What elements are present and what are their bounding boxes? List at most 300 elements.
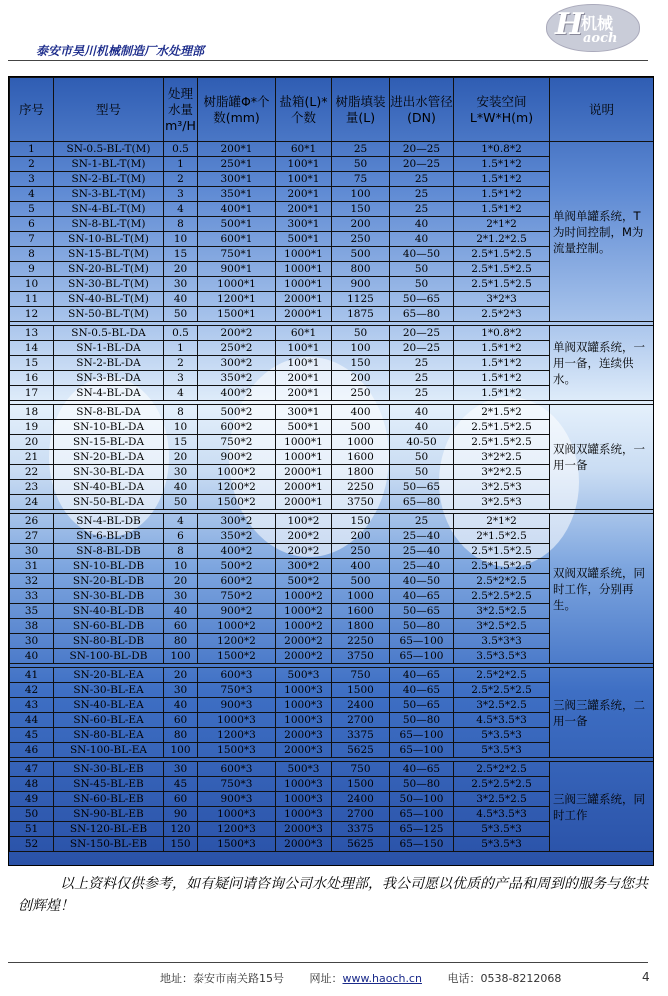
table-cell: 1000*3 [276, 698, 332, 713]
table-cell: 49 [10, 792, 54, 807]
table-cell: 1 [164, 157, 198, 172]
table-cell: 8 [164, 217, 198, 232]
table-cell: SN-100-BL-EA [54, 743, 164, 758]
website-label: 网址： [309, 972, 343, 985]
table-cell: 5*3.5*3 [454, 822, 550, 837]
table-cell: 900*2 [198, 604, 276, 619]
table-cell: 20—25 [390, 142, 454, 157]
table-cell: 1*0.8*2 [454, 142, 550, 157]
table-cell: 1200*3 [198, 728, 276, 743]
table-row [10, 514, 654, 529]
table-cell: SN-10-BL-DA [54, 420, 164, 435]
logo-english: aoch [583, 31, 618, 46]
table-cell: 40 [390, 420, 454, 435]
table-cell: 2*1.5*2 [454, 405, 550, 420]
column-header: 说明 [550, 78, 654, 142]
footer-divider [8, 962, 648, 963]
table-cell: 3*2*2.5 [454, 450, 550, 465]
column-header: 型号 [54, 78, 164, 142]
table-cell: 2.5*1.5*2.5 [454, 247, 550, 262]
table-cell: 1.5*1*2 [454, 371, 550, 386]
table-cell: 25 [390, 172, 454, 187]
table-cell: 30 [164, 465, 198, 480]
table-cell: 300*1 [276, 217, 332, 232]
table-cell: 4 [164, 202, 198, 217]
table-cell: 2000*1 [276, 465, 332, 480]
table-cell: SN-40-BL-EA [54, 698, 164, 713]
table-cell: 3.5*3*3 [454, 634, 550, 649]
table-cell: 750*3 [198, 683, 276, 698]
table-cell: 1.5*1*2 [454, 386, 550, 401]
table-cell: 32 [10, 574, 54, 589]
table-cell: 65—100 [390, 634, 454, 649]
table-cell: 38 [10, 619, 54, 634]
table-body [10, 142, 654, 852]
table-cell: 1 [10, 142, 54, 157]
table-cell: 65—100 [390, 649, 454, 664]
table-cell: 100 [164, 649, 198, 664]
table-cell: 41 [10, 668, 54, 683]
table-cell: 250 [332, 386, 390, 401]
table-cell: 50 [390, 277, 454, 292]
table-cell: 50—100 [390, 792, 454, 807]
table-cell: 900*3 [198, 698, 276, 713]
table-cell: 27 [10, 529, 54, 544]
table-cell: 1 [164, 341, 198, 356]
table-cell: 1000*1 [276, 262, 332, 277]
table-cell: 1800 [332, 619, 390, 634]
table-cell: 100 [332, 187, 390, 202]
table-cell: 2400 [332, 698, 390, 713]
table-cell: 250*1 [198, 157, 276, 172]
table-row [10, 405, 654, 420]
table-cell: SN-8-BL-DB [54, 544, 164, 559]
table-cell: 1.5*1*2 [454, 356, 550, 371]
table-cell: 20 [10, 435, 54, 450]
table-cell: 30 [164, 683, 198, 698]
table-cell: 2*1.5*2.5 [454, 529, 550, 544]
table-cell: 2.5*2*3 [454, 307, 550, 322]
table-cell: 400*2 [198, 386, 276, 401]
table-cell: 2000*1 [276, 292, 332, 307]
table-cell: 300*1 [198, 172, 276, 187]
group-description: 单阀单罐系统，T为时间控制，M为流量控制。 [550, 142, 654, 322]
table-cell: 2.5*1.5*2.5 [454, 420, 550, 435]
table-cell: 25 [390, 371, 454, 386]
table-cell: 500*3 [276, 668, 332, 683]
table-cell: 20 [164, 574, 198, 589]
table-cell: 45 [10, 728, 54, 743]
table-cell: 200*2 [276, 544, 332, 559]
address-text: 地址：泰安市南关路15号 [160, 972, 284, 985]
table-cell: 50 [332, 326, 390, 341]
table-cell: 3*2.5*2.5 [454, 619, 550, 634]
table-cell: 2250 [332, 634, 390, 649]
table-cell: 4.5*3.5*3 [454, 807, 550, 822]
table-cell: 1500*3 [198, 743, 276, 758]
table-cell: 50 [164, 495, 198, 510]
table-cell: 1*0.8*2 [454, 326, 550, 341]
logo-letter: H [555, 7, 584, 42]
table-cell: 2.5*2.5*2.5 [454, 683, 550, 698]
table-cell: 1000 [332, 589, 390, 604]
product-table-container [8, 76, 654, 866]
table-cell: 43 [10, 698, 54, 713]
table-cell: 1500*1 [198, 307, 276, 322]
table-cell: 2000*3 [276, 822, 332, 837]
table-cell: 2700 [332, 713, 390, 728]
table-cell: 20—25 [390, 326, 454, 341]
table-cell: SN-20-BL-DB [54, 574, 164, 589]
table-cell: 100*1 [276, 157, 332, 172]
table-cell: 50—65 [390, 480, 454, 495]
table-cell: 600*2 [198, 574, 276, 589]
table-cell: 42 [10, 683, 54, 698]
table-cell: 900*2 [198, 450, 276, 465]
table-cell: 10 [164, 420, 198, 435]
table-cell: 1800 [332, 465, 390, 480]
table-cell: 40-50 [390, 435, 454, 450]
table-row [10, 326, 654, 341]
table-cell: 10 [164, 232, 198, 247]
table-cell: 250 [332, 544, 390, 559]
table-cell: 1500*2 [198, 495, 276, 510]
table-cell: 65—125 [390, 822, 454, 837]
table-cell: 200*1 [276, 371, 332, 386]
table-cell: 2000*2 [276, 634, 332, 649]
table-cell: 40—50 [390, 247, 454, 262]
table-cell: SN-30-BL-DB [54, 589, 164, 604]
table-cell: SN-60-BL-DB [54, 619, 164, 634]
column-header: 处理水量m³/H [164, 78, 198, 142]
table-cell: 45 [164, 777, 198, 792]
table-cell: 400*2 [198, 544, 276, 559]
page-header [0, 0, 668, 62]
company-name: 泰安市昊川机械制造厂水处理部 [36, 44, 205, 58]
table-cell: SN-40-BL-T(M) [54, 292, 164, 307]
group-description: 三阀三罐系统，二用一备 [550, 668, 654, 758]
table-cell: 500 [332, 574, 390, 589]
table-cell: SN-0.5-BL-DA [54, 326, 164, 341]
table-cell: 6 [164, 529, 198, 544]
table-cell: 52 [10, 837, 54, 852]
column-header: 安装空间L*W*H(m) [454, 78, 550, 142]
table-cell: 200*1 [198, 142, 276, 157]
footer-note: 以上资料仅供参考，如有疑问请咨询公司水处理部，我公司愿以优质的产品和周到的服务与您共创辉煌！ [18, 876, 648, 914]
table-cell: 80 [164, 728, 198, 743]
table-cell: 1.5*1*2 [454, 341, 550, 356]
table-cell: 65—80 [390, 495, 454, 510]
table-cell: 300*2 [198, 514, 276, 529]
table-cell: 2 [10, 157, 54, 172]
table-cell: 40 [390, 232, 454, 247]
table-cell: 3750 [332, 495, 390, 510]
table-cell: 1000*1 [276, 435, 332, 450]
group-description: 双阀双罐系统，同时工作，分别再生。 [550, 514, 654, 664]
table-cell: 900 [332, 277, 390, 292]
table-cell: 1000*2 [198, 619, 276, 634]
table-cell: 4 [164, 514, 198, 529]
table-cell: 1600 [332, 604, 390, 619]
table-cell: SN-0.5-BL-T(M) [54, 142, 164, 157]
table-cell: SN-100-BL-DB [54, 649, 164, 664]
table-cell: 50 [10, 807, 54, 822]
table-cell: 1200*2 [198, 634, 276, 649]
table-cell: 2.5*2*2.5 [454, 574, 550, 589]
table-cell: 100*1 [276, 356, 332, 371]
table-cell: 12 [10, 307, 54, 322]
table-cell: 2000*3 [276, 837, 332, 852]
table-cell: 50—80 [390, 619, 454, 634]
table-cell: 1000*2 [276, 604, 332, 619]
table-cell: 1200*3 [198, 822, 276, 837]
table-cell: 0.5 [164, 326, 198, 341]
table-cell: 750 [332, 762, 390, 777]
table-cell: 500*2 [198, 559, 276, 574]
table-cell: 30 [164, 762, 198, 777]
table-cell: 40 [164, 480, 198, 495]
table-cell: 3.5*3.5*3 [454, 649, 550, 664]
table-cell: 25—40 [390, 559, 454, 574]
table-cell: 3*2*3 [454, 292, 550, 307]
table-cell: 750 [332, 668, 390, 683]
table-cell: SN-6-BL-DB [54, 529, 164, 544]
table-cell: 300*2 [276, 559, 332, 574]
table-cell: 1000*2 [276, 619, 332, 634]
company-logo [546, 4, 640, 52]
table-cell: 1000*3 [276, 713, 332, 728]
table-cell: 1000*2 [198, 465, 276, 480]
table-cell: 350*2 [198, 371, 276, 386]
table-cell: 1000*3 [276, 683, 332, 698]
table-cell: 30 [10, 544, 54, 559]
table-cell: 20—25 [390, 157, 454, 172]
table-cell: SN-60-BL-EB [54, 792, 164, 807]
table-cell: 500*1 [276, 420, 332, 435]
table-cell: 350*2 [198, 529, 276, 544]
table-cell: 200*2 [198, 326, 276, 341]
table-cell: 1000*1 [276, 277, 332, 292]
table-cell: 1125 [332, 292, 390, 307]
table-cell: 500*2 [198, 405, 276, 420]
table-cell: 60*1 [276, 142, 332, 157]
table-cell: 1000*3 [276, 807, 332, 822]
table-cell: SN-30-BL-EA [54, 683, 164, 698]
table-cell: 200*2 [276, 529, 332, 544]
table-cell: 1.5*1*2 [454, 172, 550, 187]
table-cell: 50—65 [390, 698, 454, 713]
table-cell: 50 [390, 450, 454, 465]
column-header: 树脂罐Φ*个数(mm) [198, 78, 276, 142]
table-cell: 2 [164, 172, 198, 187]
table-cell: 1500*2 [198, 649, 276, 664]
table-cell: 40 [164, 698, 198, 713]
table-cell: 600*3 [198, 762, 276, 777]
table-cell: 400*1 [198, 202, 276, 217]
table-cell: 3*2.5*2.5 [454, 792, 550, 807]
table-cell: SN-50-BL-DA [54, 495, 164, 510]
table-cell: 33 [10, 589, 54, 604]
table-cell: 75 [332, 172, 390, 187]
table-cell: 1000*1 [198, 277, 276, 292]
table-cell: 2400 [332, 792, 390, 807]
table-cell: 3*2*2.5 [454, 465, 550, 480]
table-cell: 5625 [332, 837, 390, 852]
table-cell: 50—80 [390, 713, 454, 728]
table-cell: 40 [390, 217, 454, 232]
table-cell: 3 [164, 371, 198, 386]
table-cell: 50 [164, 307, 198, 322]
table-cell: 21 [10, 450, 54, 465]
table-cell: 30 [164, 277, 198, 292]
table-cell: SN-1-BL-T(M) [54, 157, 164, 172]
table-cell: 10 [164, 559, 198, 574]
table-cell: 600*2 [198, 420, 276, 435]
table-cell: 2700 [332, 807, 390, 822]
table-cell: 65—80 [390, 307, 454, 322]
table-cell: 2250 [332, 480, 390, 495]
table-cell: 2000*1 [276, 480, 332, 495]
table-cell: 2.5*2*2.5 [454, 668, 550, 683]
table-cell: 25—40 [390, 544, 454, 559]
table-cell: 65—100 [390, 807, 454, 822]
table-cell: 250 [332, 232, 390, 247]
website-link[interactable]: www.haoch.cn [342, 972, 422, 985]
table-cell: SN-30-BL-EB [54, 762, 164, 777]
table-cell: 65—100 [390, 743, 454, 758]
table-cell: 25—40 [390, 529, 454, 544]
table-cell: 200 [332, 371, 390, 386]
table-cell: 2.5*2.5*2.5 [454, 589, 550, 604]
table-cell: 5*3.5*3 [454, 728, 550, 743]
table-cell: 23 [10, 480, 54, 495]
table-cell: SN-15-BL-T(M) [54, 247, 164, 262]
table-cell: 11 [10, 292, 54, 307]
table-cell: 5*3.5*3 [454, 743, 550, 758]
table-cell: 600*3 [198, 668, 276, 683]
table-cell: 100 [332, 341, 390, 356]
table-cell: 25 [332, 142, 390, 157]
table-cell: 40—65 [390, 762, 454, 777]
table-cell: 2.5*2.5*2.5 [454, 777, 550, 792]
table-cell: 2000*3 [276, 728, 332, 743]
table-cell: 500 [332, 247, 390, 262]
table-cell: 4 [10, 187, 54, 202]
table-cell: 1200*1 [198, 292, 276, 307]
table-cell: 40—50 [390, 574, 454, 589]
table-cell: 35 [10, 604, 54, 619]
table-cell: 3*2.5*3 [454, 495, 550, 510]
table-cell: SN-4-BL-DA [54, 386, 164, 401]
table-cell: 50—65 [390, 292, 454, 307]
table-cell: 750*2 [198, 589, 276, 604]
table-cell: 2.5*1.5*2.5 [454, 277, 550, 292]
table-cell: 3 [164, 187, 198, 202]
page-number: 4 [642, 970, 650, 984]
table-cell: 3*2.5*2.5 [454, 604, 550, 619]
table-cell: 30 [164, 589, 198, 604]
table-row [10, 668, 654, 683]
table-cell: 2.5*2*2.5 [454, 762, 550, 777]
column-header: 序号 [10, 78, 54, 142]
table-cell: 120 [164, 822, 198, 837]
table-cell: 50—80 [390, 777, 454, 792]
table-cell: SN-80-BL-DB [54, 634, 164, 649]
table-cell: 9 [10, 262, 54, 277]
table-cell: 3375 [332, 822, 390, 837]
table-cell: 51 [10, 822, 54, 837]
table-cell: 40 [390, 405, 454, 420]
table-cell: 8 [164, 544, 198, 559]
table-cell: 900*1 [198, 262, 276, 277]
table-cell: SN-3-BL-DA [54, 371, 164, 386]
table-cell: 2000*3 [276, 743, 332, 758]
table-cell: 300*1 [276, 405, 332, 420]
table-cell: 200*1 [276, 386, 332, 401]
table-cell: 6 [10, 217, 54, 232]
table-cell: 1.5*1*2 [454, 187, 550, 202]
table-cell: SN-10-BL-DB [54, 559, 164, 574]
table-cell: 150 [332, 514, 390, 529]
table-cell: 2000*2 [276, 649, 332, 664]
table-cell: 1000*3 [198, 713, 276, 728]
table-cell: 60 [164, 619, 198, 634]
table-cell: 350*1 [198, 187, 276, 202]
table-cell: SN-45-BL-EB [54, 777, 164, 792]
table-cell: 1.5*1*2 [454, 202, 550, 217]
table-cell: 0.5 [164, 142, 198, 157]
table-cell: SN-15-BL-DA [54, 435, 164, 450]
table-cell: 2.5*1.5*2.5 [454, 559, 550, 574]
table-cell: 19 [10, 420, 54, 435]
table-cell: 4 [164, 386, 198, 401]
table-cell: 13 [10, 326, 54, 341]
table-cell: 50—65 [390, 604, 454, 619]
table-cell: SN-90-BL-EB [54, 807, 164, 822]
table-cell: 50 [390, 262, 454, 277]
table-cell: 2*1*2 [454, 514, 550, 529]
table-cell: SN-2-BL-DA [54, 356, 164, 371]
footer-contact [160, 970, 561, 986]
table-cell: 16 [10, 371, 54, 386]
table-cell: 8 [10, 247, 54, 262]
group-description: 单阀双罐系统，一用一备，连续供水。 [550, 326, 654, 401]
table-cell: 200 [332, 529, 390, 544]
table-cell: 100*2 [276, 514, 332, 529]
table-cell: 200*1 [276, 202, 332, 217]
table-cell: 25 [390, 514, 454, 529]
table-cell: 60 [164, 792, 198, 807]
table-cell: 500*1 [198, 217, 276, 232]
table-cell: 2.5*1.5*2.5 [454, 435, 550, 450]
table-cell: 1500*3 [198, 837, 276, 852]
table-row [10, 762, 654, 777]
table-cell: 40—65 [390, 668, 454, 683]
table-cell: 1.5*1*2 [454, 157, 550, 172]
table-cell: 46 [10, 743, 54, 758]
table-header-row [10, 78, 654, 142]
table-cell: 44 [10, 713, 54, 728]
table-cell: 40 [10, 649, 54, 664]
table-cell: SN-8-BL-DA [54, 405, 164, 420]
table-cell: 2*1*2 [454, 217, 550, 232]
table-cell: 15 [164, 247, 198, 262]
table-cell: 20—25 [390, 341, 454, 356]
group-description: 双阀双罐系统，一用一备 [550, 405, 654, 510]
table-cell: 100*1 [276, 341, 332, 356]
table-cell: 5 [10, 202, 54, 217]
table-cell: 100*1 [276, 172, 332, 187]
